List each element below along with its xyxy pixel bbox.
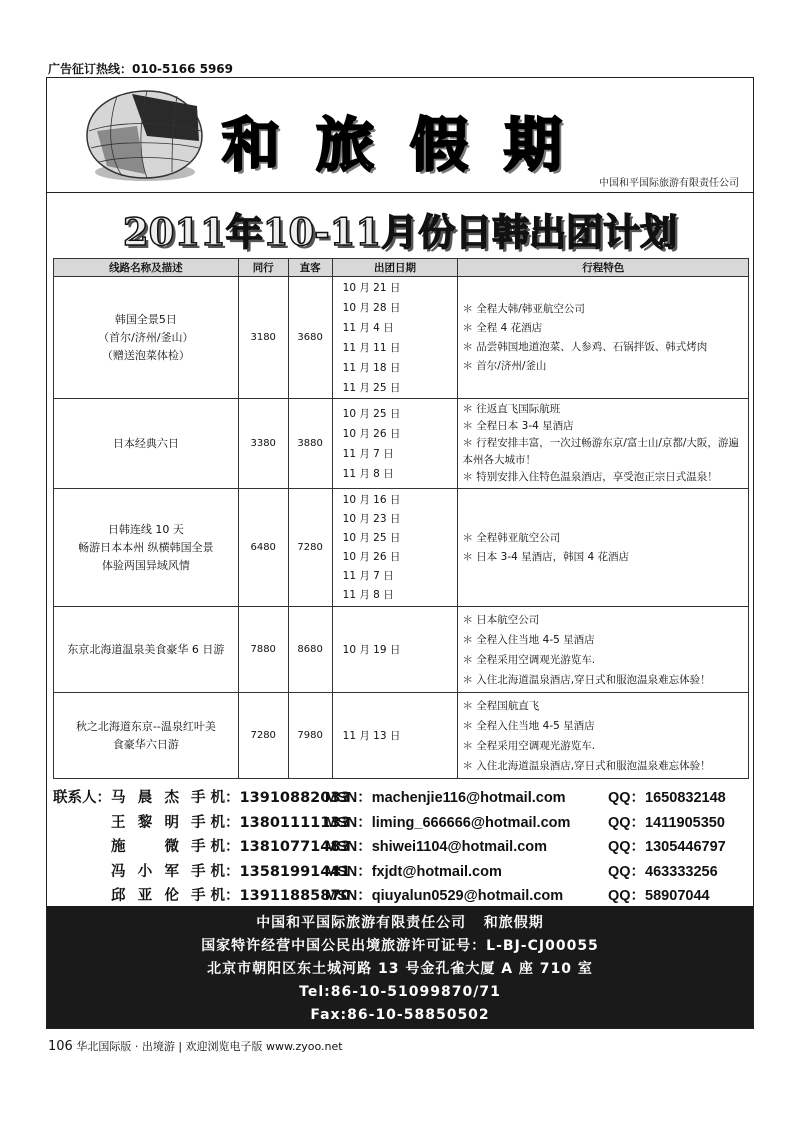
route-table	[53, 258, 749, 779]
route-desc: 东京北海道温泉美食豪华 6 日游	[54, 607, 239, 693]
page-footer	[48, 1038, 343, 1054]
route-features: ＊ 全程韩亚航空公司 ＊ 日本 3-4 星酒店，韩国 4 花酒店	[458, 489, 749, 607]
table-header-row	[54, 259, 749, 277]
contact-phone: 手 机：13581991441	[191, 863, 351, 880]
col-header-direct-price: 直客	[288, 259, 332, 277]
ad-hotline: 广告征订热线：010-5166 5969	[48, 62, 234, 76]
table-row	[54, 607, 749, 693]
col-header-features: 行程特色	[458, 259, 749, 277]
col-header-dates: 出团日期	[332, 259, 458, 277]
route-features: ＊ 往返直飞国际航班 ＊ 全程日本 3-4 星酒店 ＊ 行程安排丰富，一次过畅游东京/富士山/京都/大阪，游遍本州各大城市！ ＊ 特别安排入住特色温泉酒店，享受泡正宗日式温泉！	[458, 399, 749, 489]
footer-company: 中国和平国际旅游有限责任公司 和旅假期	[256, 915, 544, 931]
peer-price: 3180	[238, 277, 288, 399]
footer-tel: Tel:86-10-51099870/71	[299, 984, 501, 1000]
contact-msn: MSN：fxjdt@hotmail.com	[325, 863, 502, 880]
contact-qq: QQ：1305446797	[608, 839, 726, 855]
page-number: 106	[48, 1039, 73, 1054]
peer-price: 7880	[238, 607, 288, 693]
contact-msn: MSN：liming_666666@hotmail.com	[325, 814, 571, 831]
contact-phone: 手 机：13910882033	[191, 790, 351, 806]
contact-row	[53, 880, 753, 905]
footer-license: 国家特许经营中国公民出境旅游许可证号：L-BJ-CJ00055	[201, 938, 599, 954]
contact-name: 马晨杰	[111, 790, 179, 806]
table-row	[54, 693, 749, 779]
table-row	[54, 277, 749, 399]
route-desc: 韩国全景5日 （首尔/济州/釜山） （赠送泡菜体检）	[54, 277, 239, 399]
departure-dates: 11 月 13 日	[332, 693, 458, 779]
contact-phone: 手 机：13810771483	[191, 839, 351, 855]
plan-title: 2011年10-11月份日韩出团计划	[122, 210, 678, 254]
contact-qq: QQ：58907044	[608, 888, 710, 904]
contact-name: 冯小军	[111, 863, 179, 880]
route-features: ＊ 日本航空公司 ＊ 全程入住当地 4-5 星酒店 ＊ 全程采用空调观光游览车. ＊ 入住北海道温泉酒店,穿日式和服泡温泉难忘体验！	[458, 607, 749, 693]
contact-row	[53, 782, 753, 807]
departure-dates: 10 月 25 日 10 月 26 日 11 月 7 日 11 月 8 日	[332, 399, 458, 489]
departure-dates: 10 月 16 日 10 月 23 日 10 月 25 日 10 月 26 日 11 月 7 日 11 月 8 日	[332, 489, 458, 607]
departure-dates: 10 月 19 日	[332, 607, 458, 693]
route-features: ＊ 全程大韩/韩亚航空公司 ＊ 全程 4 花酒店 ＊ 品尝韩国地道泡菜、人参鸡、石锅拌饭、韩式烤肉 ＊ 首尔/济州/釜山	[458, 277, 749, 399]
footer-address: 北京市朝阳区东土城河路 13 号金孔雀大厦 A 座 710 室	[207, 961, 593, 977]
peer-price: 6480	[238, 489, 288, 607]
contact-row	[53, 807, 753, 832]
contacts-label: 联系人：	[53, 790, 111, 806]
direct-price: 3680	[288, 277, 332, 399]
company-name: 中国和平国际旅游有限责任公司	[599, 178, 739, 189]
contact-msn: MSN：qiuyalun0529@hotmail.com	[325, 888, 564, 904]
route-features: ＊ 全程国航直飞 ＊ 全程入住当地 4-5 星酒店 ＊ 全程采用空调观光游览车. ＊ 入住北海道温泉酒店,穿日式和服泡温泉难忘体验！	[458, 693, 749, 779]
direct-price: 7980	[288, 693, 332, 779]
contact-phone: 手 机：13911885870	[191, 888, 351, 904]
header	[47, 78, 753, 193]
contact-qq: QQ：463333256	[608, 863, 718, 880]
brand-title: 和旅假期	[222, 111, 599, 179]
ad-frame	[46, 77, 754, 1029]
contact-name: 邱亚伦	[111, 888, 179, 904]
contact-msn: MSN：shiwei1104@hotmail.com	[325, 839, 548, 855]
contact-name: 王黎明	[111, 814, 179, 831]
direct-price: 7280	[288, 489, 332, 607]
contact-qq: QQ：1650832148	[608, 790, 726, 806]
footer-fax: Fax:86-10-58850502	[310, 1007, 490, 1023]
contact-qq: QQ：1411905350	[608, 814, 725, 831]
peer-price: 3380	[238, 399, 288, 489]
contact-row	[53, 831, 753, 856]
contact-name: 施 微	[111, 839, 179, 855]
page-footer-text: 华北国际版 · 出境游 | 欢迎浏览电子版 www.zyoo.net	[76, 1040, 343, 1053]
col-header-route: 线路名称及描述	[54, 259, 239, 277]
table-row	[54, 399, 749, 489]
footer-banner	[47, 906, 753, 1028]
route-desc: 秋之北海道东京--温泉红叶美 食豪华六日游	[54, 693, 239, 779]
direct-price: 8680	[288, 607, 332, 693]
contact-msn: MSN：machenjie116@hotmail.com	[325, 790, 566, 806]
globe-logo-icon	[77, 86, 207, 184]
col-header-peer-price: 同行	[238, 259, 288, 277]
departure-dates: 10 月 21 日 10 月 28 日 11 月 4 日 11 月 11 日 11 月 18 日 11 月 25 日	[332, 277, 458, 399]
route-desc: 日韩连线 10 天 畅游日本本州 纵横韩国全景 体验两国异域风情	[54, 489, 239, 607]
contact-list	[53, 782, 753, 905]
route-desc: 日本经典六日	[54, 399, 239, 489]
table-row	[54, 489, 749, 607]
contact-phone: 手 机：13801111133	[191, 814, 351, 831]
peer-price: 7280	[238, 693, 288, 779]
contact-row	[53, 856, 753, 881]
direct-price: 3880	[288, 399, 332, 489]
